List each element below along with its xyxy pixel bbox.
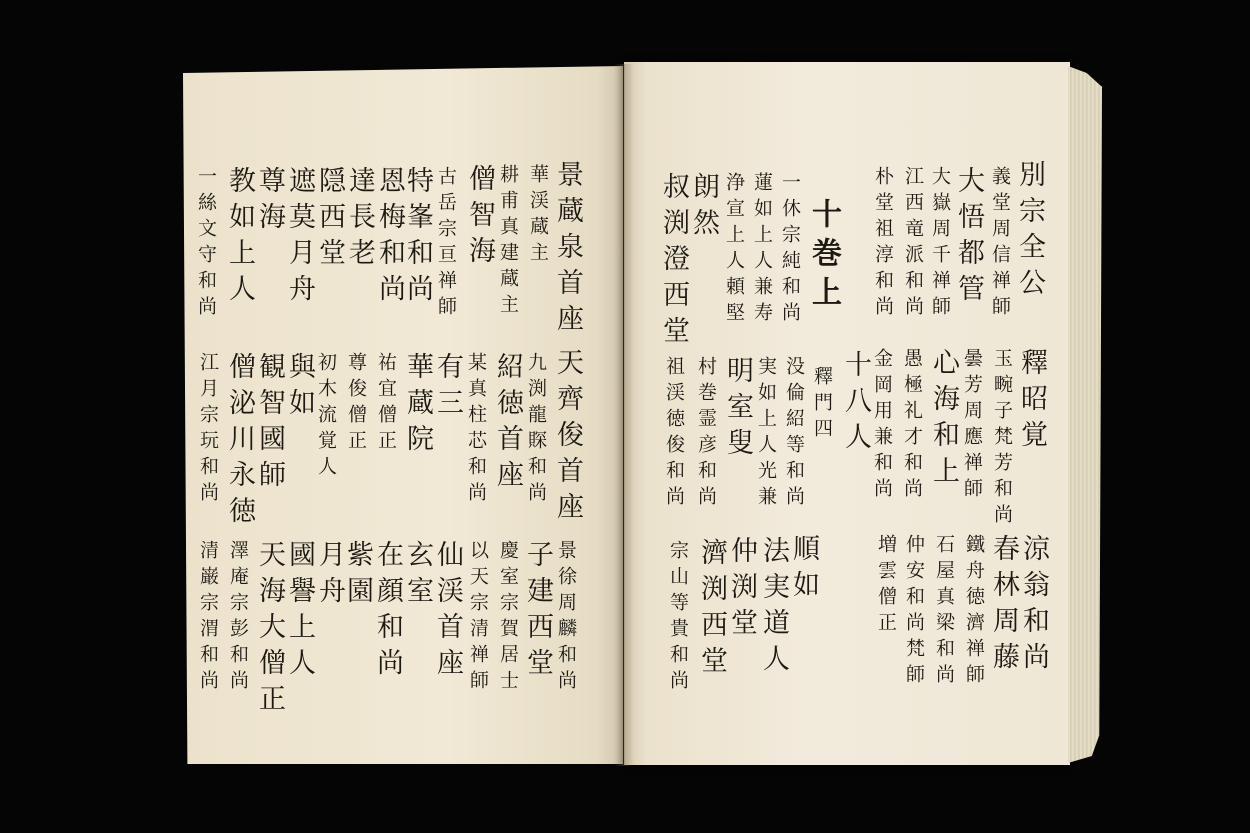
left-bottom-col-11: 天海大僧正 (254, 540, 285, 720)
right-mid-b-col-5: 祖渓徳俊和尚 (663, 356, 685, 512)
left-top-col-8: 達長老 (344, 166, 375, 274)
left-top-col-11: 尊海 (254, 166, 285, 238)
right-section-count: 十八人 (840, 350, 871, 458)
left-mid-col-4: 某真柱芯和尚 (465, 352, 487, 508)
left-top-col-10: 遮莫月舟 (284, 166, 315, 310)
right-top-b-col-3: 曇芳周應禅師 (961, 348, 983, 504)
right-bottom-col-3: 鐵舟徳濟禅師 (963, 534, 985, 690)
right-top-col-3: 大悟都管 (953, 166, 984, 310)
left-bottom-col-13: 清巌宗渭和尚 (197, 540, 219, 696)
right-mid-b-col-1: 没倫紹等和尚 (783, 356, 805, 512)
left-mid-col-7: 祐宜僧正 (375, 352, 397, 456)
left-mid-col-8: 尊俊僧正 (345, 352, 367, 456)
left-bottom-col-3: 慶室宗賀居士 (497, 540, 519, 696)
right-mid-col-3: 浄宣上人頼堅 (723, 172, 745, 328)
right-top-b-col-4: 心海和上 (928, 348, 959, 492)
book-gutter (614, 64, 634, 766)
left-mid-col-1: 天齊俊首座 (552, 348, 583, 528)
right-bottom-col-1: 涼翁和尚 (1018, 534, 1049, 678)
right-top-b-col-5: 愚極礼才和尚 (901, 348, 923, 504)
left-bottom-col-12: 澤庵宗彭和尚 (227, 540, 249, 696)
left-top-col-12: 教如上人 (224, 166, 255, 310)
left-top-col-4: 僧智海 (464, 164, 495, 272)
right-top-col-4: 大嶽周千禅師 (929, 166, 951, 322)
right-mid-b-col-2: 実如上人光兼 (755, 356, 777, 512)
left-top-col-6: 特峯和尚 (402, 166, 433, 310)
right-bottom-col-7: 順如 (788, 534, 819, 606)
right-top-b-col-2: 玉畹子梵芳和尚 (991, 348, 1013, 530)
right-volume-heading: 十巻上 (806, 198, 841, 315)
left-bottom-col-9: 月舟 (314, 540, 345, 612)
left-top-col-1: 景蔵泉首座 (552, 160, 583, 340)
right-mid-b-col-4: 村巻霊彦和尚 (695, 356, 717, 512)
left-bottom-col-1: 景徐周麟和尚 (555, 540, 577, 696)
right-section-label: 釋門四 (811, 366, 833, 444)
right-mid-col-1: 一休宗純和尚 (779, 172, 801, 328)
left-bottom-col-10: 國譽上人 (284, 540, 315, 684)
right-mid-col-2: 蓮如上人兼寿 (751, 172, 773, 328)
right-bottom-col-11: 宗山等貴和尚 (667, 540, 689, 696)
left-mid-col-5: 有三 (432, 352, 463, 424)
left-mid-col-11: 観智國師 (254, 352, 285, 496)
right-top-b-col-6: 金岡用兼和尚 (871, 348, 893, 504)
left-bottom-col-2: 子建西堂 (522, 540, 553, 684)
left-mid-col-13: 江月宗玩和尚 (197, 352, 219, 508)
left-bottom-col-4: 以天宗清禅師 (467, 540, 489, 696)
left-mid-col-3: 紹徳首座 (492, 352, 523, 496)
right-bottom-col-10: 濟渕西堂 (696, 538, 727, 682)
right-mid-col-4: 朗然 (688, 172, 719, 244)
right-top-col-5: 江西竜派和尚 (902, 166, 924, 322)
right-top-col-1: 別宗全公 (1014, 160, 1045, 304)
left-mid-col-9: 初木流覚人 (315, 352, 337, 482)
right-bottom-col-8: 法実道人 (758, 536, 789, 680)
left-top-col-2: 華渓蔵主 (527, 164, 549, 268)
left-mid-col-6: 華蔵院 (402, 352, 433, 460)
right-mid-col-5: 叔渕澄西堂 (658, 172, 689, 352)
left-top-col-3: 耕甫真建蔵主 (497, 164, 519, 320)
right-top-col-2: 義堂周信禅師 (989, 166, 1011, 322)
left-bottom-col-5: 仙渓首座 (432, 540, 463, 684)
left-top-col-9: 隠西堂 (314, 166, 345, 274)
right-bottom-col-6: 増雲僧正 (875, 534, 897, 638)
left-mid-col-2: 九渕龍賝和尚 (525, 352, 547, 508)
left-top-col-13: 一絲文守和尚 (195, 166, 217, 322)
left-bottom-col-6: 玄室 (402, 540, 433, 612)
right-top-b-col-1: 釋昭覚 (1016, 348, 1047, 456)
left-mid-col-12: 僧泌川永徳 (224, 352, 255, 532)
right-top-col-6: 朴堂祖淳和尚 (872, 166, 894, 322)
left-bottom-col-8: 紫園 (342, 540, 373, 612)
left-mid-col-10: 與如 (284, 352, 315, 424)
left-top-col-5: 古岳宗亘禅師 (435, 166, 457, 322)
right-bottom-col-2: 春林周藤 (988, 534, 1019, 678)
right-mid-b-col-3: 明室叟 (722, 356, 753, 464)
left-bottom-col-7: 在顔和尚 (372, 540, 403, 684)
right-bottom-col-5: 仲安和尚梵師 (903, 534, 925, 690)
right-bottom-col-4: 石屋真梁和尚 (933, 534, 955, 690)
page-edges (1068, 66, 1102, 763)
left-top-col-7: 恩梅和尚 (374, 166, 405, 310)
right-bottom-col-9: 仲渕堂 (726, 536, 757, 644)
